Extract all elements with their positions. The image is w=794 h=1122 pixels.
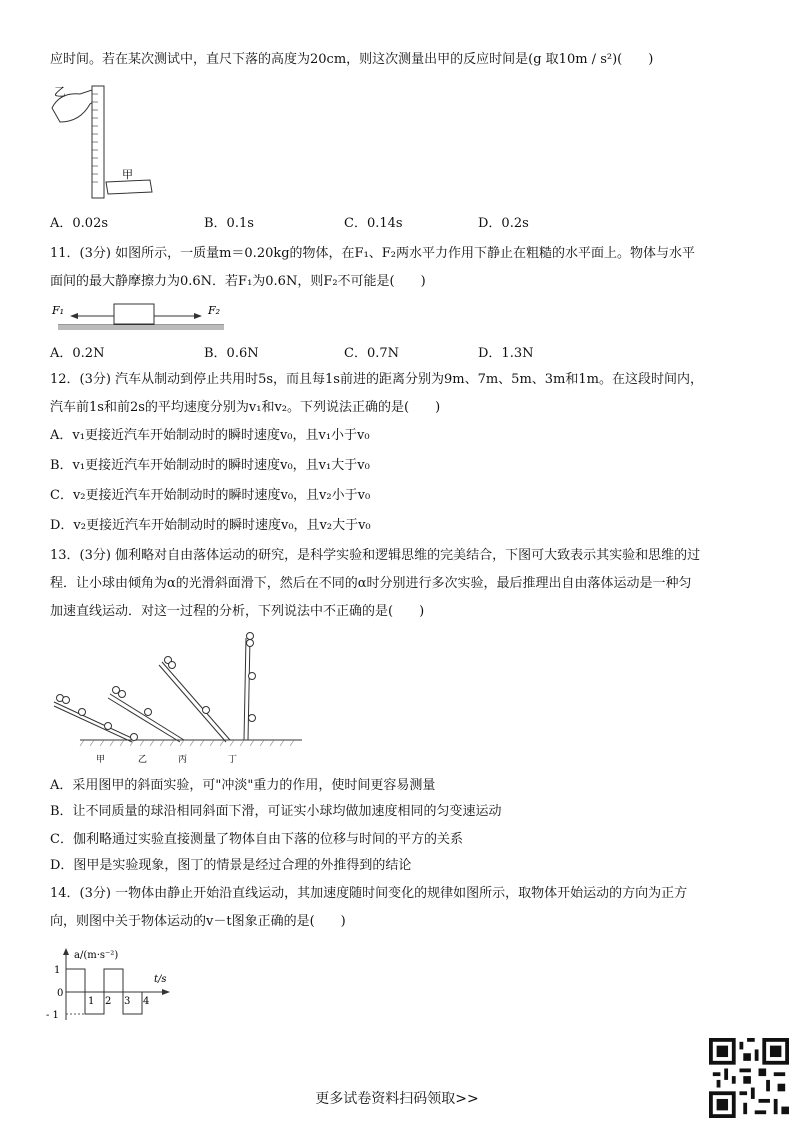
q11-line2: 面间的最大静摩擦力为0.6N．若F₁为0.6N，则F₂不可能是( ) <box>50 274 426 289</box>
x-tick-1: 1 <box>88 996 95 1007</box>
q13-option-d[interactable]: D．图甲是实验现象，图丁的情景是经过合理的外推得到的结论 <box>50 858 412 873</box>
q10-option-b[interactable]: B．0.1s <box>204 216 254 231</box>
q13-option-b[interactable]: B．让不同质量的球沿相同斜面下滑，可证实小球均做加速度相同的匀变速运动 <box>50 804 502 819</box>
label-f2: F₂ <box>208 304 221 317</box>
y-tick-neg1: - 1 <box>46 1010 59 1021</box>
q12-line1: 12．(3分) 汽车从制动到停止共用时5s，而且每1s前进的距离分别为9m、7m、5m、3m和1m。在这段时间内， <box>50 372 703 387</box>
q10-option-d[interactable]: D．0.2s <box>478 216 529 231</box>
label-jia: 甲 <box>96 755 106 765</box>
q13-line2: 程．让小球由倾角为α的光滑斜面滑下，然后在不同的α时分别进行多次实验，最后推理出自由落体运动是一种匀 <box>50 576 692 591</box>
x-tick-4: 4 <box>143 996 150 1007</box>
q12-option-b[interactable]: B．v₁更接近汽车开始制动时的瞬时速度v₀，且v₁大于v₀ <box>50 458 370 473</box>
force-figure <box>50 300 230 336</box>
galileo-figure <box>52 632 312 772</box>
q11-option-a[interactable]: A．0.2N <box>50 346 105 361</box>
q14-line1: 14．(3分) 一物体由静止开始沿直线运动，其加速度随时间变化的规律如图所示，取物体开始运动的方向为正方 <box>50 886 688 901</box>
y-tick-0: 0 <box>57 988 64 999</box>
y-axis-label: a/(m·s⁻²) <box>74 950 119 961</box>
x-axis-label: t/s <box>154 974 167 985</box>
q12-option-d[interactable]: D．v₂更接近汽车开始制动时的瞬时速度v₀，且v₂大于v₀ <box>50 518 371 533</box>
q11-option-d[interactable]: D．1.3N <box>478 346 534 361</box>
q11-line1: 11．(3分) 如图所示，一质量m＝0.20kg的物体，在F₁、F₂两水平力作用下静止在粗糙的水平面上。物体与水平 <box>50 246 696 261</box>
ruler-figure <box>50 82 160 202</box>
label-bing: 丙 <box>178 755 188 765</box>
q10-text: 应时间。若在某次测试中，直尺下落的高度为20cm，则这次测量出甲的反应时间是(g 取10m / s²)( ) <box>50 52 654 67</box>
footer-scan-text[interactable]: 更多试卷资料扫码领取>> <box>315 1091 479 1107</box>
q11-option-c[interactable]: C．0.7N <box>344 346 399 361</box>
q13-line1: 13．(3分) 伽利略对自由落体运动的研究，是科学实验和逻辑思维的完美结合，下图可大致表示其实验和思维的过 <box>50 548 701 563</box>
x-tick-3: 3 <box>124 996 131 1007</box>
x-tick-2: 2 <box>105 996 112 1007</box>
q12-option-a[interactable]: A．v₁更接近汽车开始制动时的瞬时速度v₀，且v₁小于v₀ <box>50 428 370 443</box>
q10-option-c[interactable]: C．0.14s <box>344 216 403 231</box>
label-f1: F₁ <box>52 304 65 317</box>
y-tick-1: 1 <box>54 965 61 976</box>
q10-option-a[interactable]: A．0.02s <box>50 216 109 231</box>
q12-option-c[interactable]: C．v₂更接近汽车开始制动时的瞬时速度v₀，且v₂小于v₀ <box>50 488 371 503</box>
label-yi: 乙 <box>54 85 67 99</box>
q13-option-c[interactable]: C．伽利略通过实验直接测量了物体自由下落的位移与时间的平方的关系 <box>50 832 463 847</box>
q12-line2: 汽车前1s和前2s的平均速度分别为v₁和v₂。下列说法正确的是( ) <box>50 400 441 415</box>
q14-line2: 向，则图中关于物体运动的v－t图象正确的是( ) <box>50 914 346 929</box>
q11-option-b[interactable]: B．0.6N <box>204 346 259 361</box>
q13-line3: 加速直线运动．对这一过程的分析，下列说法中不正确的是( ) <box>50 604 425 619</box>
q13-option-a[interactable]: A．采用图甲的斜面实验，可"冲淡"重力的作用，使时间更容易测量 <box>50 778 436 793</box>
label-yi: 乙 <box>138 755 148 765</box>
label-jia: 甲 <box>122 168 133 181</box>
acceleration-graph <box>46 944 184 1024</box>
label-ding: 丁 <box>228 755 238 765</box>
